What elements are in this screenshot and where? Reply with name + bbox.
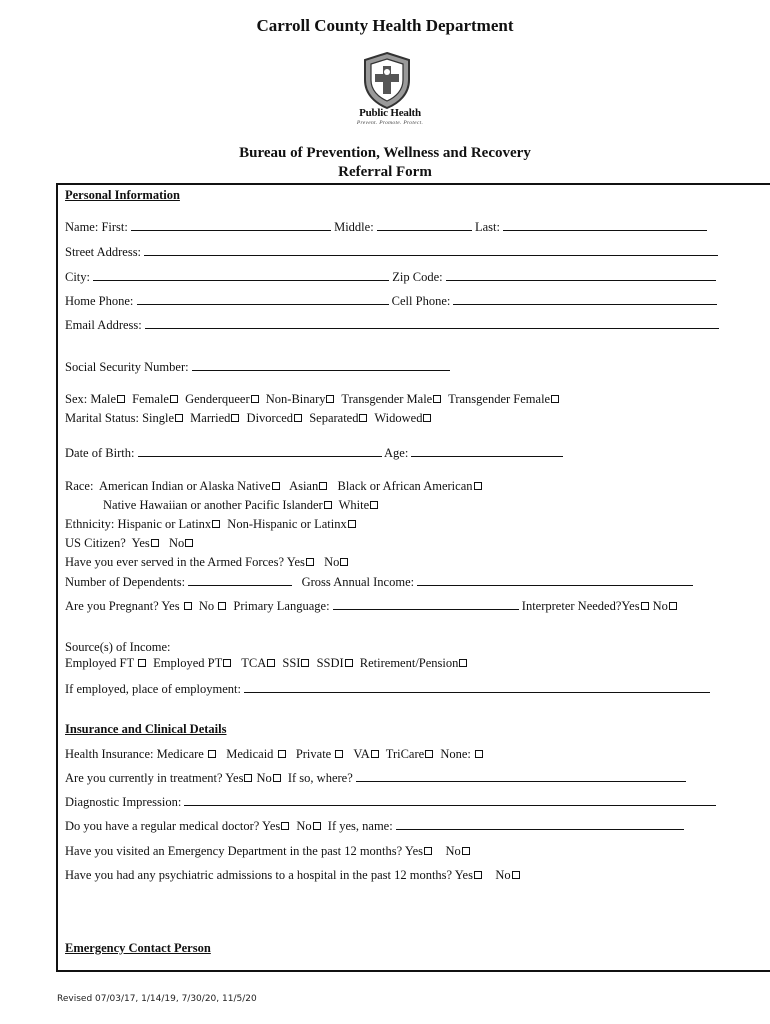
sex-male-checkbox[interactable] bbox=[117, 395, 125, 403]
ssn-row bbox=[65, 359, 450, 375]
email-row bbox=[65, 317, 719, 333]
er-row bbox=[65, 843, 474, 859]
race-white-checkbox[interactable] bbox=[370, 501, 378, 509]
no-label: No bbox=[169, 536, 185, 550]
diagnostic-row bbox=[65, 794, 716, 810]
first-name-field[interactable] bbox=[131, 219, 331, 231]
employment-field[interactable] bbox=[244, 681, 710, 693]
pregnant-row bbox=[65, 598, 681, 614]
race-option-label: American Indian or Alaska Native bbox=[99, 479, 271, 493]
marital-option-label: Married bbox=[190, 411, 231, 425]
marital-married-checkbox[interactable] bbox=[231, 414, 239, 422]
email-label: Email Address: bbox=[65, 318, 142, 332]
language-label: Primary Language: bbox=[233, 599, 330, 613]
treatment-no-checkbox[interactable] bbox=[273, 774, 281, 782]
armed-yes-checkbox[interactable] bbox=[306, 558, 314, 566]
doctor-name-label: If yes, name: bbox=[327, 819, 393, 833]
no-label: No bbox=[445, 844, 461, 858]
marital-option-label: Divorced bbox=[246, 411, 294, 425]
ethnicity-option-label: Hispanic or Latinx bbox=[117, 517, 212, 531]
sex-trans-male-checkbox[interactable] bbox=[433, 395, 441, 403]
ethnicity-label: Ethnicity: bbox=[65, 517, 115, 531]
pregnant-yes-checkbox[interactable] bbox=[184, 602, 192, 610]
insurance-option-label: Medicare bbox=[156, 747, 204, 761]
citizen-yes-checkbox[interactable] bbox=[151, 539, 159, 547]
yes-label: Yes bbox=[454, 868, 473, 882]
race-option-label: Black or African American bbox=[337, 479, 473, 493]
cell-phone-label: Cell Phone: bbox=[391, 294, 451, 308]
none-checkbox[interactable] bbox=[475, 750, 483, 758]
no-label: No bbox=[256, 771, 272, 785]
employment-row bbox=[65, 681, 710, 697]
phone-row bbox=[65, 293, 717, 309]
yes-label: Yes bbox=[621, 599, 640, 613]
race-option-label: Asian bbox=[289, 479, 319, 493]
income-option-label: Employed FT bbox=[65, 656, 134, 670]
race-option-label: Native Hawaiian or another Pacific Islander bbox=[103, 498, 323, 512]
sex-option-label: Non-Binary bbox=[265, 392, 326, 406]
bureau-title: Bureau of Prevention, Wellness and Recovery bbox=[239, 145, 531, 161]
marital-row bbox=[65, 410, 435, 426]
race-asian-checkbox[interactable] bbox=[319, 482, 327, 490]
diagnostic-label: Diagnostic Impression: bbox=[65, 795, 182, 809]
treatment-row bbox=[65, 770, 686, 786]
last-name-label: Last: bbox=[474, 220, 500, 234]
form-title: Referral Form bbox=[338, 164, 432, 180]
age-field[interactable] bbox=[411, 445, 563, 457]
yes-label: Yes bbox=[262, 819, 281, 833]
insurance-option-label: Private bbox=[295, 747, 332, 761]
logo-text: Public Health bbox=[359, 107, 421, 119]
sex-row bbox=[65, 391, 563, 407]
dob-label: Date of Birth: bbox=[65, 446, 135, 460]
street-row bbox=[65, 244, 718, 260]
page-title: Carroll County Health Department bbox=[256, 16, 514, 35]
marital-option-label: Single bbox=[142, 411, 175, 425]
sex-label: Sex: bbox=[65, 392, 88, 406]
sex-option-label: Genderqueer bbox=[185, 392, 250, 406]
armed-no-checkbox[interactable] bbox=[340, 558, 348, 566]
home-phone-label: Home Phone: bbox=[65, 294, 134, 308]
yes-label: Yes bbox=[404, 844, 424, 858]
ethnicity-nonhispanic-checkbox[interactable] bbox=[348, 520, 356, 528]
city-row bbox=[65, 269, 716, 285]
insurance-option-label: None: bbox=[440, 747, 471, 761]
dependents-row bbox=[65, 574, 693, 590]
last-name-field[interactable] bbox=[503, 219, 707, 231]
ssi-checkbox[interactable] bbox=[301, 659, 309, 667]
no-label: No bbox=[652, 599, 668, 613]
interpreter-no-checkbox[interactable] bbox=[669, 602, 677, 610]
where-label: If so, where? bbox=[287, 771, 353, 785]
dob-field[interactable] bbox=[138, 445, 382, 457]
race-option-label: White bbox=[338, 498, 370, 512]
dob-row bbox=[65, 445, 563, 461]
treatment-where-field[interactable] bbox=[356, 770, 686, 782]
email-field[interactable] bbox=[145, 317, 719, 329]
citizen-label: US Citizen? bbox=[65, 536, 126, 550]
armed-forces-row bbox=[65, 554, 352, 570]
section-emergency-contact: Emergency Contact Person bbox=[65, 941, 211, 955]
er-yes-checkbox[interactable] bbox=[424, 847, 432, 855]
home-phone-field[interactable] bbox=[137, 293, 389, 305]
language-field[interactable] bbox=[333, 598, 519, 610]
sex-option-label: Transgender Male bbox=[341, 392, 433, 406]
race-row-1 bbox=[65, 478, 486, 494]
ssn-label: Social Security Number: bbox=[65, 360, 189, 374]
yes-label: Yes bbox=[286, 555, 305, 569]
public-health-shield-icon bbox=[357, 50, 417, 110]
pregnant-label: Are you Pregnant? bbox=[65, 599, 159, 613]
marital-separated-checkbox[interactable] bbox=[359, 414, 367, 422]
no-label: No bbox=[495, 868, 511, 882]
interpreter-yes-checkbox[interactable] bbox=[641, 602, 649, 610]
insurance-option-label: Medicaid bbox=[226, 747, 274, 761]
middle-name-field[interactable] bbox=[377, 219, 472, 231]
race-pacific-islander-checkbox[interactable] bbox=[324, 501, 332, 509]
dependents-field[interactable] bbox=[188, 574, 292, 586]
city-label: City: bbox=[65, 270, 91, 284]
marital-label: Marital Status: bbox=[65, 411, 139, 425]
private-checkbox[interactable] bbox=[335, 750, 343, 758]
yes-label: Yes bbox=[225, 771, 244, 785]
doctor-row bbox=[65, 818, 684, 834]
employed-ft-checkbox[interactable] bbox=[138, 659, 146, 667]
name-row bbox=[65, 219, 707, 235]
sex-trans-female-checkbox[interactable] bbox=[551, 395, 559, 403]
ethnicity-row bbox=[65, 516, 360, 532]
ethnicity-option-label: Non-Hispanic or Latinx bbox=[227, 517, 347, 531]
marital-option-label: Widowed bbox=[374, 411, 423, 425]
armed-forces-label: Have you ever served in the Armed Forces? bbox=[65, 555, 285, 569]
race-label: Race: bbox=[65, 479, 94, 493]
yes-label: Yes bbox=[161, 599, 180, 613]
tricare-checkbox[interactable] bbox=[425, 750, 433, 758]
section-personal-information: Personal Information bbox=[65, 188, 180, 202]
doctor-yes-checkbox[interactable] bbox=[281, 822, 289, 830]
middle-name-label: Middle: bbox=[334, 220, 374, 234]
citizen-row bbox=[65, 535, 197, 551]
age-label: Age: bbox=[384, 446, 409, 460]
insurance-row bbox=[65, 746, 487, 762]
income-option-label: Employed PT bbox=[153, 656, 223, 670]
logo-tagline: Prevent. Promote. Protect. bbox=[356, 120, 424, 126]
sex-option-label: Transgender Female bbox=[448, 392, 551, 406]
gross-income-label: Gross Annual Income: bbox=[301, 575, 415, 589]
diagnostic-field[interactable] bbox=[184, 794, 716, 806]
marital-widowed-checkbox[interactable] bbox=[423, 414, 431, 422]
treatment-yes-checkbox[interactable] bbox=[244, 774, 252, 782]
psych-label: Have you had any psychiatric admissions to a hospital in the past 12 months? bbox=[65, 868, 453, 882]
revision-footer: Revised 07/03/17, 1/14/19, 7/30/20, 11/5/20 bbox=[57, 994, 257, 1004]
doctor-no-checkbox[interactable] bbox=[313, 822, 321, 830]
doctor-label: Do you have a regular medical doctor? bbox=[65, 819, 260, 833]
street-address-label: Street Address: bbox=[65, 245, 142, 259]
pregnant-no-checkbox[interactable] bbox=[218, 602, 226, 610]
marital-divorced-checkbox[interactable] bbox=[294, 414, 302, 422]
sex-genderqueer-checkbox[interactable] bbox=[251, 395, 259, 403]
tca-checkbox[interactable] bbox=[267, 659, 275, 667]
section-insurance: Insurance and Clinical Details bbox=[65, 722, 227, 736]
ssdi-checkbox[interactable] bbox=[345, 659, 353, 667]
employed-pt-checkbox[interactable] bbox=[223, 659, 231, 667]
no-label: No bbox=[296, 819, 312, 833]
medicare-checkbox[interactable] bbox=[208, 750, 216, 758]
treatment-label: Are you currently in treatment? bbox=[65, 771, 223, 785]
gross-income-field[interactable] bbox=[417, 574, 693, 586]
medicaid-checkbox[interactable] bbox=[278, 750, 286, 758]
race-american-indian-checkbox[interactable] bbox=[272, 482, 280, 490]
psych-row bbox=[65, 867, 524, 883]
income-sources-row bbox=[65, 655, 471, 671]
sex-option-label: Male bbox=[90, 392, 117, 406]
insurance-option-label: VA bbox=[353, 747, 370, 761]
city-field[interactable] bbox=[93, 269, 389, 281]
income-option-label: SSDI bbox=[316, 656, 344, 670]
zip-field[interactable] bbox=[446, 269, 716, 281]
income-option-label: TCA bbox=[241, 656, 267, 670]
race-row-2 bbox=[103, 497, 382, 513]
retirement-checkbox[interactable] bbox=[459, 659, 467, 667]
sex-female-checkbox[interactable] bbox=[170, 395, 178, 403]
first-name-label: Name: First: bbox=[65, 220, 128, 234]
citizen-no-checkbox[interactable] bbox=[185, 539, 193, 547]
ethnicity-hispanic-checkbox[interactable] bbox=[212, 520, 220, 528]
psych-no-checkbox[interactable] bbox=[512, 871, 520, 879]
street-address-field[interactable] bbox=[144, 244, 718, 256]
yes-label: Yes bbox=[131, 536, 150, 550]
insurance-label: Health Insurance: bbox=[65, 747, 154, 761]
no-label: No bbox=[198, 599, 215, 613]
er-no-checkbox[interactable] bbox=[462, 847, 470, 855]
income-option-label: SSI bbox=[282, 656, 301, 670]
psych-yes-checkbox[interactable] bbox=[474, 871, 482, 879]
er-label: Have you visited an Emergency Department in the past 12 months? bbox=[65, 844, 403, 858]
zip-label: Zip Code: bbox=[392, 270, 443, 284]
income-option-label: Retirement/Pension bbox=[359, 656, 459, 670]
no-label: No bbox=[324, 555, 340, 569]
employment-label: If employed, place of employment: bbox=[65, 682, 241, 696]
sex-nonbinary-checkbox[interactable] bbox=[326, 395, 334, 403]
sources-label: Source(s) of Income: bbox=[65, 640, 171, 654]
insurance-option-label: TriCare bbox=[385, 747, 425, 761]
doctor-name-field[interactable] bbox=[396, 818, 684, 830]
cell-phone-field[interactable] bbox=[453, 293, 717, 305]
race-black-checkbox[interactable] bbox=[474, 482, 482, 490]
va-checkbox[interactable] bbox=[371, 750, 379, 758]
marital-option-label: Separated bbox=[309, 411, 359, 425]
sex-option-label: Female bbox=[132, 392, 169, 406]
interpreter-label: Interpreter Needed? bbox=[521, 599, 622, 613]
ssn-field[interactable] bbox=[192, 359, 450, 371]
dependents-label: Number of Dependents: bbox=[65, 575, 186, 589]
marital-single-checkbox[interactable] bbox=[175, 414, 183, 422]
